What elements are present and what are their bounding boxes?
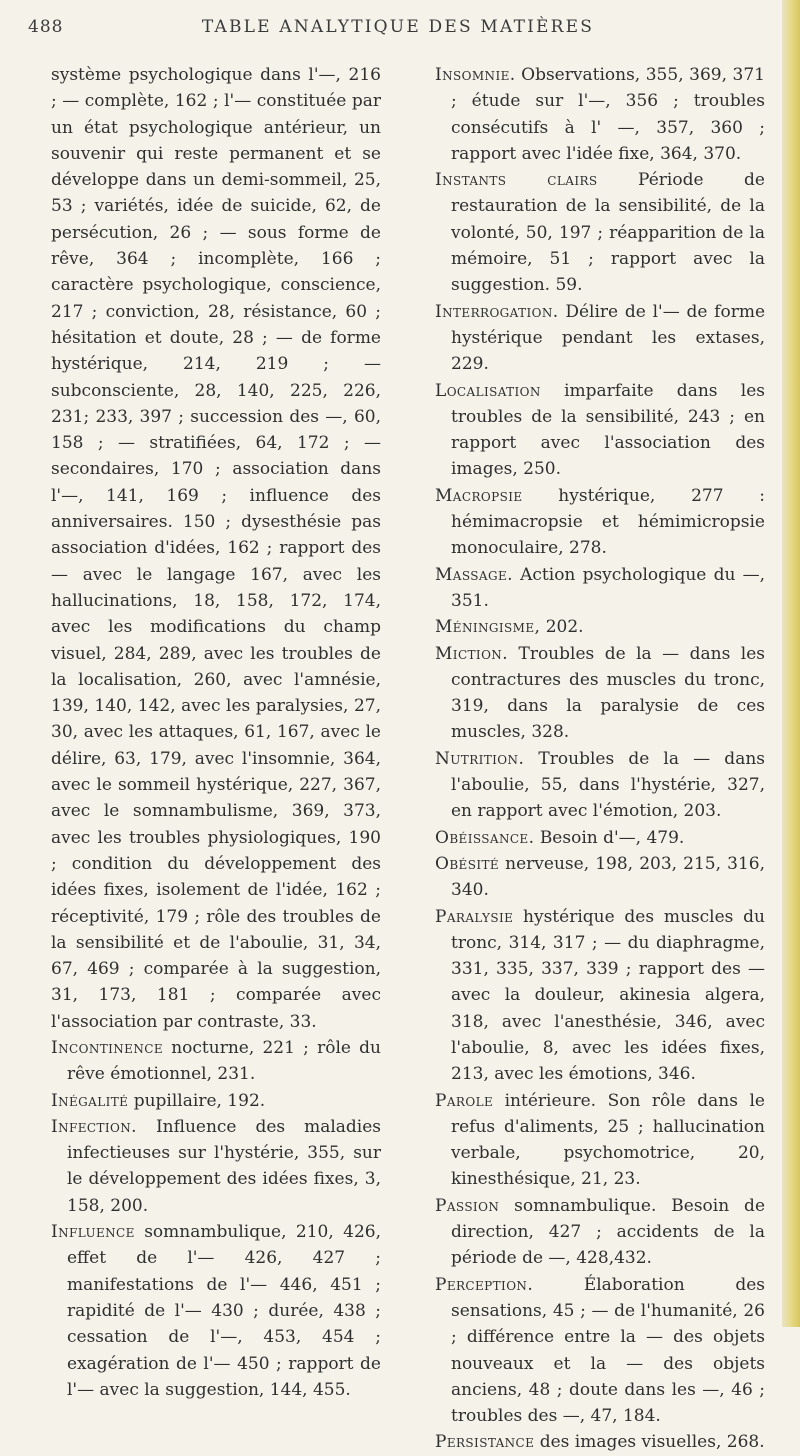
index-term: Insomnie. bbox=[435, 65, 516, 85]
index-text: somnambulique, 210, 426, effet de l'— 426, 427 ; manifestations de l'— 446, 451 ; rapidité de l'— 430 ; durée, 438 ; cessation de l'—, 453, 454 ; exagération de l'— 450 ; rapport de l'— avec la suggestion, 144, 455. bbox=[67, 1222, 382, 1400]
index-entry-meningisme bbox=[435, 614, 765, 640]
index-text: Troubles de la — dans les contractures des muscles du tronc, 319, dans la paralysie de ces muscles, 328. bbox=[451, 643, 765, 743]
index-term: Macropsie bbox=[435, 485, 523, 506]
index-text: Troubles de la — dans l'aboulie, 55, dans l'hystérie, 327, en rapport avec l'émotion, 203. bbox=[451, 748, 765, 822]
index-term: Parole bbox=[435, 1090, 494, 1111]
index-term: Incontinence bbox=[51, 1037, 163, 1058]
index-text: somnambulique. Besoin de direction, 427 ; accidents de la période de —, 428,432. bbox=[451, 1195, 765, 1269]
index-term: Passion bbox=[435, 1195, 500, 1216]
index-entry-miction bbox=[435, 641, 765, 746]
index-entry-macropsie bbox=[435, 483, 765, 562]
index-term: Instants clairs bbox=[435, 170, 598, 191]
index-entry-incontinence bbox=[51, 1035, 381, 1088]
index-text: Action psychologique du —, 351. bbox=[451, 564, 765, 611]
index-text: Influence des maladies infectieuses sur l'hystérie, 355, sur le développement des idées fixes, 3, 158, 200. bbox=[67, 1116, 382, 1216]
index-term: Miction. bbox=[435, 643, 509, 664]
index-entry-obeissance bbox=[435, 825, 765, 851]
index-text: Période de restauration de la sensibilité, de la volonté, 50, 197 ; réapparition de la mémoire, 51 ; rapport avec la suggestion. 59. bbox=[451, 170, 765, 296]
index-entry-parole bbox=[435, 1088, 765, 1193]
index-term: Obéissance. bbox=[435, 827, 535, 848]
index-entry-insomnie bbox=[435, 62, 765, 167]
index-entry-passion bbox=[435, 1193, 765, 1272]
index-term: Interrogation. bbox=[435, 301, 559, 322]
index-text: Délire de l'— de forme hystérique pendant les extases, 229. bbox=[451, 301, 766, 375]
index-entry-infection bbox=[51, 1114, 381, 1219]
right-column bbox=[435, 62, 765, 1456]
index-term: Obésité bbox=[435, 853, 500, 874]
index-entry-influence bbox=[51, 1219, 381, 1403]
index-entry-inegalite bbox=[51, 1088, 381, 1114]
index-term: Localisation bbox=[435, 380, 541, 401]
index-entry-perception bbox=[435, 1272, 765, 1430]
page-header bbox=[28, 17, 768, 51]
index-text: système psychologique dans l'—, 216 ; — complète, 162 ; l'— constituée par un état psychologique antérieur, un souvenir qui reste permanent et se développe dans un demi-sommeil, 25, 53 ; variétés, idée de suicide, 62, de persécution, 26 ; — sous forme de rêve, 364 ; incomplète, 166 ; caractère psychologique, conscience, 217 ; conviction, 28, résistance, 60 ; hésitation et doute, 28 ; — de forme hystérique, 214, 219 ; — subconsciente, 28, 140, 225, 226, 231; 233, 397 ; succession des —, 60, 158 ; — stratifiées, 64, 172 ; — secondaires, 170 ; association dans l'—, 141, 169 ; influence des anniversaires. 150 ; dysesthésie pas association d'idées, 162 ; rapport des — avec le langage 167, avec les hallucinations, 18, 158, 172, 174, avec les modifications du champ visuel, 284, 289, avec les troubles de la localisation, 260, avec l'amnésie, 139, 140, 142, avec les paralysies, 27, 30, avec les attaques, 61, 167, avec le délire, 63, 179, avec l'insomnie, 364, avec le sommeil hystérique, 227, 367, avec le somnambulisme, 369, 373, avec les troubles physiologiques, 190 ; condition du développement des idées fixes, isolement de l'idée, 162 ; réceptivité, 179 ; rôle des troubles de la sensibilité et de l'aboulie, 31, 34, 67, 469 ; comparée à la suggestion, 31, 173, 181 ; comparée avec l'association par contraste, 33. bbox=[51, 65, 381, 1032]
index-text: 202. bbox=[545, 617, 584, 638]
index-term: Inégalité bbox=[51, 1090, 129, 1111]
index-entry-continuation bbox=[51, 62, 381, 1035]
index-entry-localisation bbox=[435, 378, 765, 483]
running-title: TABLE ANALYTIQUE DES MATIÈRES bbox=[201, 17, 595, 37]
index-term: Nutrition. bbox=[435, 748, 525, 769]
index-entry-persistance bbox=[435, 1429, 765, 1455]
index-term: Paralysie bbox=[435, 906, 514, 927]
index-text: Élaboration des sensations, 45 ; — de l'humanité, 26 ; différence entre la — des objets nouveaux et la — des objets anciens, 48 ; doute dans les —, 46 ; troubles des —, 47, 184. bbox=[451, 1274, 765, 1427]
index-text: Besoin d'—, 479. bbox=[539, 827, 685, 848]
index-term: Méningisme, bbox=[435, 617, 541, 638]
index-term: Infection. bbox=[51, 1116, 137, 1137]
index-text: hystérique, 277 : hémimacropsie et hémimicropsie monoculaire, 278. bbox=[451, 485, 766, 559]
page-number: 488 bbox=[28, 17, 64, 37]
index-term: Influence bbox=[51, 1222, 135, 1243]
index-text: nerveuse, 198, 203, 215, 316, 340. bbox=[451, 853, 765, 901]
left-column bbox=[51, 62, 381, 1403]
index-entry-massage bbox=[435, 562, 765, 615]
index-text: hystérique des muscles du tronc, 314, 317 ; — du diaphragme, 331, 335, 337, 339 ; rapport des — avec la douleur, akinesia algera, 318, avec l'anesthésie, 346, avec l'aboulie, 8, avec les idées fixes, 213, avec les émotions, 346. bbox=[451, 906, 766, 1085]
index-entry-instants-clairs bbox=[435, 167, 765, 298]
index-text: intérieure. Son rôle dans le refus d'aliments, 25 ; hallucination verbale, psychomotrice, 20, kinesthésique, 21, 23. bbox=[451, 1090, 765, 1190]
index-text: des images visuelles, 268. bbox=[539, 1432, 765, 1453]
index-text: nocturne, 221 ; rôle du rêve émotionnel, 231. bbox=[67, 1037, 381, 1085]
index-entry-obesite bbox=[435, 851, 765, 904]
index-text: imparfaite dans les troubles de la sensibilité, 243 ; en rapport avec l'association des images, 250. bbox=[451, 380, 765, 480]
index-term: Persistance bbox=[435, 1432, 535, 1453]
index-entry-nutrition bbox=[435, 746, 765, 825]
index-entry-paralysie bbox=[435, 904, 765, 1088]
index-term: Perception. bbox=[435, 1274, 534, 1295]
index-text: Observations, 355, 369, 371 ; étude sur l'—, 356 ; troubles consécutifs à l' —, 357, 360 ; rapport avec l'idée fixe, 364, 370. bbox=[451, 65, 765, 164]
index-entry-interrogation bbox=[435, 299, 765, 378]
page-edge bbox=[782, 0, 800, 1327]
index-text: pupillaire, 192. bbox=[133, 1090, 266, 1111]
index-term: Massage. bbox=[435, 564, 513, 585]
